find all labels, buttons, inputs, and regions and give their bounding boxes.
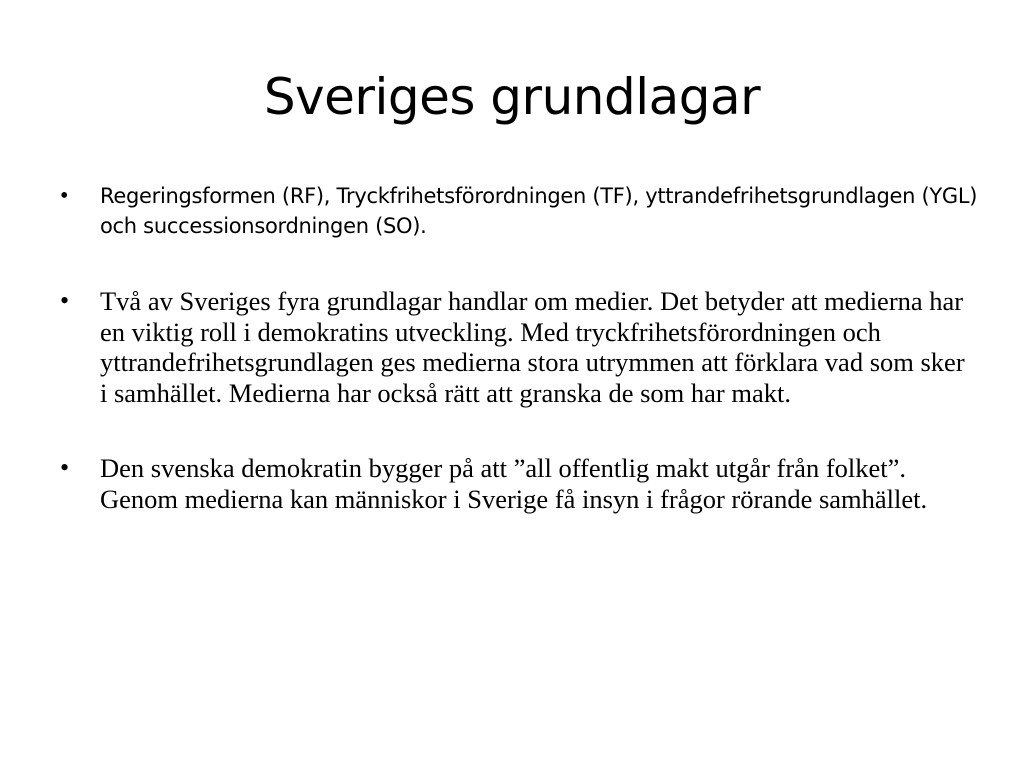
bullet-text: Den svenska demokratin bygger på att ”all offentlig makt utgår från folket”. Genom medierna kan människor i Sverige få insyn i frågor rörande samhället. xyxy=(100,453,928,514)
bullet-item xyxy=(58,286,978,408)
bullet-marker: • xyxy=(60,183,69,209)
bullet-item xyxy=(58,453,978,514)
bullet-marker: • xyxy=(60,453,70,482)
bullet-text: Regeringsformen (RF), Tryckfrihetsförordningen (TF), yttrandefrihetsgrundlagen (YGL) och successionsordningen (SO). xyxy=(100,184,978,238)
bullet-item xyxy=(58,181,978,241)
bullet-list xyxy=(58,181,978,514)
slide-title: Sveriges grundlagar xyxy=(263,68,761,126)
bullet-marker: • xyxy=(60,286,70,315)
bullet-text: Två av Sveriges fyra grundlagar handlar om medier. Det betyder att medierna har en viktig roll i demokratins utveckling. Med tryckfrihetsförordningen och yttrandefrihetsgrundlagen ges medierna stora utrymmen att förklara vad som sker i samhället. Medierna har också rätt att granska de som har makt. xyxy=(100,286,965,408)
